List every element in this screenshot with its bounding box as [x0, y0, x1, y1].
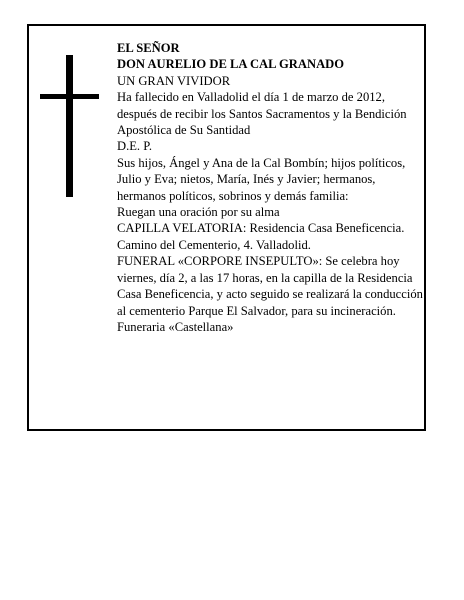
funeral-home: Funeraria «Castellana» — [117, 319, 234, 334]
notice-text — [117, 40, 423, 335]
obituary-notice — [27, 24, 426, 431]
cross-icon — [29, 26, 109, 226]
deceased-epithet: UN GRAN VIVIDOR — [117, 73, 231, 88]
death-announcement: Ha fallecido en Valladolid el día 1 de marzo de 2012, después de recibir los Santos Sacramentos y la Bendición Apostólica de Su Santidad — [117, 90, 407, 138]
chapel-info: CAPILLA VELATORIA: Residencia Casa Beneficencia. Camino del Cementerio, 4. Valladolid. — [117, 221, 405, 252]
funeral-info: FUNERAL «CORPORE INSEPULTO»: Se celebra hoy viernes, día 2, a las 17 horas, en la capilla de la Residencia Casa Beneficencia, y acto seguido se realizará la conducción al cementerio Parque El Salvador, para su incineración. — [117, 254, 423, 318]
rest-in-peace: D.E. P. — [117, 139, 152, 154]
deceased-name: DON AURELIO DE LA CAL GRANADO — [117, 57, 345, 72]
cross-horizontal-bar — [40, 94, 99, 99]
cross-vertical-bar — [66, 55, 73, 197]
family-list: Sus hijos, Ángel y Ana de la Cal Bombín; hijos políticos, Julio y Eva; nietos, María, Inés y Javier; hermanos, hermanos políticos, sobrinos y demás familia: — [117, 155, 406, 203]
prayer-request: Ruegan una oración por su alma — [117, 205, 280, 220]
notice-title: EL SEÑOR — [117, 41, 180, 55]
